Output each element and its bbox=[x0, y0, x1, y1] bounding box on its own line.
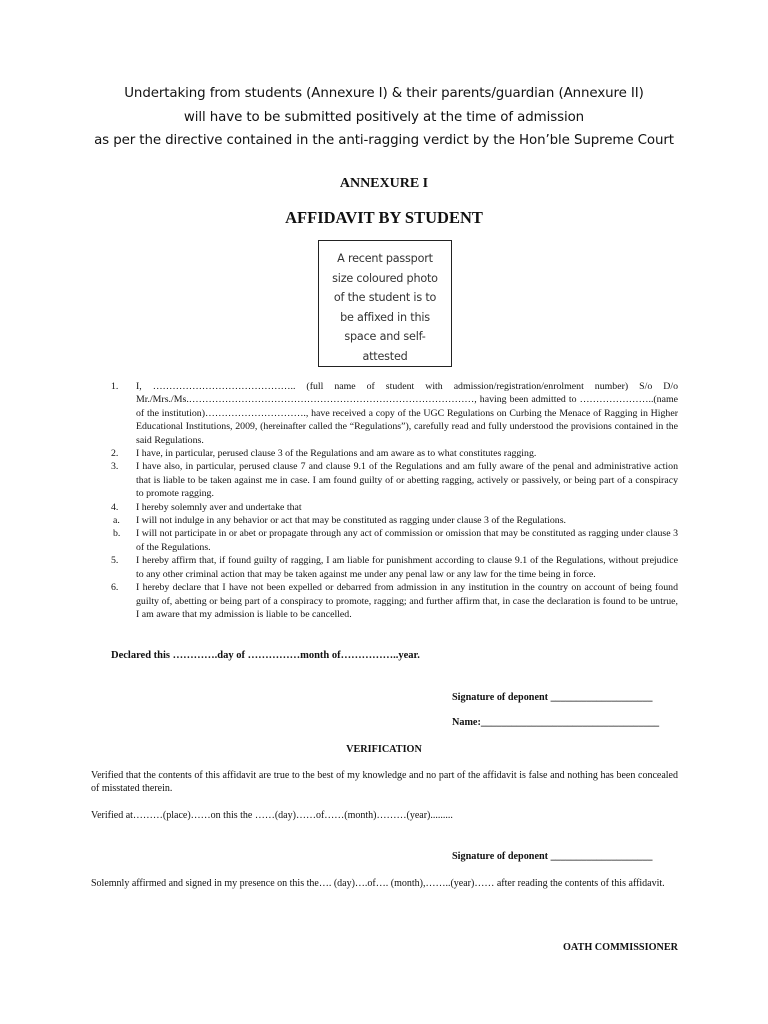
clause-item bbox=[91, 501, 678, 514]
clause-number: 6. bbox=[111, 582, 119, 594]
deponent-name-line: Name:___________________________________ bbox=[452, 717, 660, 728]
clause-item bbox=[91, 380, 678, 447]
annexure-heading: ANNEXURE I bbox=[339, 176, 429, 191]
clause-number: 1. bbox=[111, 381, 119, 392]
sub-clause-text: I will not indulge in any behavior or act that may be constituted as ragging under clause 3 of the Regulations. bbox=[136, 515, 567, 527]
clause-number: 3. bbox=[111, 461, 119, 473]
sub-clause-item bbox=[91, 514, 678, 527]
clause-list bbox=[91, 380, 678, 621]
sub-clause-letter: a. bbox=[113, 515, 120, 527]
intro-line: Undertaking from students (Annexure I) & their parents/guardian (Annexure II) bbox=[124, 86, 644, 101]
solemn-affirmation-text: Solemnly affirmed and signed in my presence on this the…. (day)….of…. (month),……..(year)…… after reading the contents of this affidavit. bbox=[91, 878, 665, 889]
clause-number: 4. bbox=[111, 501, 119, 513]
photo-placeholder-box bbox=[318, 240, 452, 367]
photo-instruction-line: A recent passport bbox=[337, 252, 433, 265]
clause-text: I hereby solemnly aver and undertake that bbox=[136, 501, 302, 513]
verification-title: VERIFICATION bbox=[346, 744, 422, 755]
declared-line: Declared this ………….day of ……………month of……………..year. bbox=[111, 650, 420, 661]
oath-commissioner-label: OATH COMMISSIONER bbox=[563, 942, 678, 953]
intro-line: will have to be submitted positively at the time of admission bbox=[183, 109, 585, 125]
verification-text: Verified that the contents of this affidavit are true to the best of my knowledge and no part of the affidavit is false and nothing has been concealed of misstated therein. bbox=[91, 770, 678, 795]
clause-text: I hereby declare that I have not been expelled or debarred from admission in any institution in the country on account of being found guilty of, abetting or being part of a conspiracy to promote, ragging; and further affirm that, in case the declaration is found to be untrue, I am aware that my admission is liable to be cancelled. bbox=[136, 582, 678, 620]
photo-instruction-line: space and self- bbox=[344, 330, 426, 343]
deponent-signature-line: Signature of deponent ____________________ bbox=[452, 692, 653, 703]
photo-instruction-line: size coloured photo bbox=[332, 271, 438, 285]
clause-item bbox=[91, 554, 678, 581]
verification-signature-line: Signature of deponent ____________________ bbox=[452, 851, 653, 862]
photo-instructions bbox=[323, 249, 447, 366]
verified-at-line: Verified at………(place)……on this the ……(day)……of……(month)………(year)......... bbox=[91, 810, 453, 821]
photo-instruction-line: attested bbox=[362, 349, 408, 363]
clause-text: I have also, in particular, perused clause 7 and clause 9.1 of the Regulations and am fully aware of the penal and administrative action that is liable to be taken against me in case. I am found guilty of or abetting ragging, actively or passively, or being part of a conspiracy to promote ragging. bbox=[136, 461, 678, 500]
clause-text: I hereby affirm that, if found guilty of ragging, I am liable for punishment according to clause 9.1 of the Regulations, without prejudice to any other criminal action that may be taken against me under any penal law or any law for the time being in force. bbox=[136, 555, 678, 580]
clause-item bbox=[91, 447, 678, 460]
sub-clause-letter: b. bbox=[113, 528, 121, 540]
clause-text: I, …………………………………….. (full name of student with admission/registration/enrolment number) S/o D/o Mr./Mrs./Ms.……………………………………………………………………………, having been admitted to …………………..(name of the institution)…………………………., have received a copy of the UGC Regulations on Curbing the Menace of Ragging in Higher Educational Institutions, 2009, (hereinafter called the “Regulations”), carefully read and fully understood the provisions contained in the said Regulations. bbox=[136, 381, 678, 446]
clause-number: 2. bbox=[111, 448, 119, 460]
intro-text bbox=[40, 82, 728, 153]
affidavit-heading: AFFIDAVIT BY STUDENT bbox=[285, 208, 483, 227]
clause-number: 5. bbox=[111, 555, 119, 567]
sub-clause-text: I will not participate in or abet or propagate through any act of commission or omission that may be constituted as ragging under clause 3 of the Regulations. bbox=[136, 528, 678, 553]
clause-text: I have, in particular, perused clause 3 of the Regulations and am aware as to what constitutes ragging. bbox=[136, 448, 537, 460]
clause-item bbox=[91, 581, 678, 621]
intro-line: as per the directive contained in the anti-ragging verdict by the Hon’ble Supreme Court bbox=[94, 133, 674, 148]
sub-clause-item bbox=[91, 527, 678, 554]
photo-instruction-line: of the student is to bbox=[333, 291, 437, 304]
photo-instruction-line: be affixed in this bbox=[340, 310, 430, 324]
clause-item bbox=[91, 460, 678, 500]
